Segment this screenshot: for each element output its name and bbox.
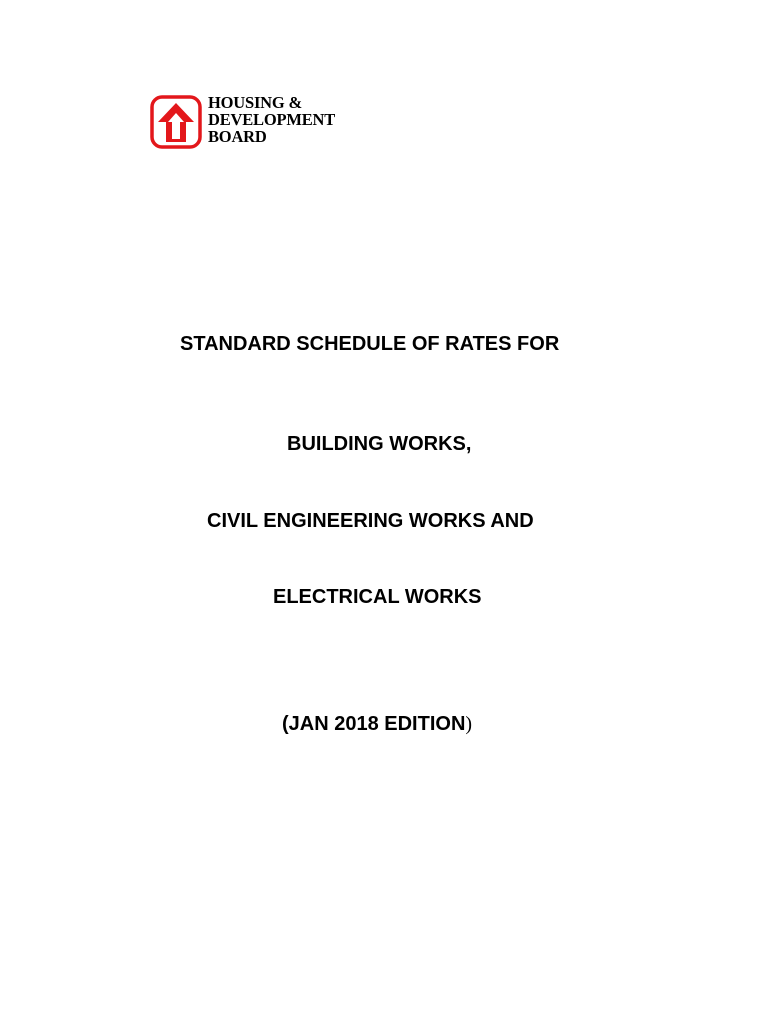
edition-close-paren: )	[465, 713, 473, 735]
title-line-building-works: BUILDING WORKS,	[287, 433, 472, 455]
hdb-logo	[150, 94, 365, 152]
edition-label	[282, 712, 472, 736]
edition-text: (JAN 2018 EDITION	[282, 713, 466, 735]
logo-wordmark	[208, 94, 335, 145]
title-line-schedule: STANDARD SCHEDULE OF RATES FOR	[180, 333, 560, 355]
title-line-civil-engineering: CIVIL ENGINEERING WORKS AND	[207, 510, 534, 532]
hdb-house-arrow-icon	[150, 95, 202, 149]
title-line-electrical-works: ELECTRICAL WORKS	[273, 586, 482, 608]
logo-line-housing: HOUSING &	[208, 93, 303, 112]
logo-line-board: BOARD	[208, 127, 267, 146]
logo-line-development: DEVELOPMENT	[208, 110, 336, 129]
